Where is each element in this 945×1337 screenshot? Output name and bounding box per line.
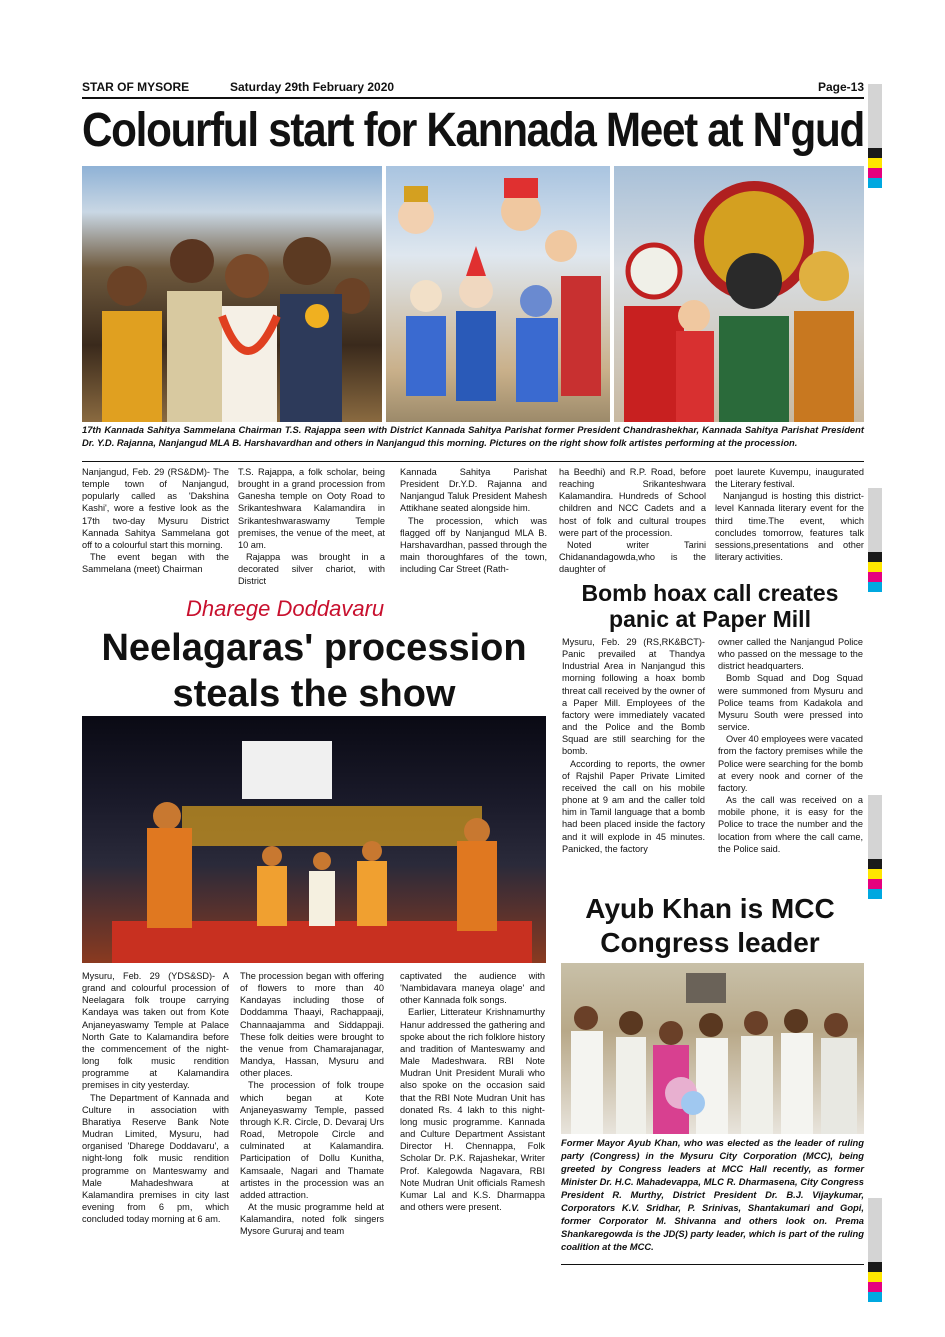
paragraph: The procession, which was flagged off by Nanjangud MLA B. Harshavardhan, passed through the main thoroughfares of the town, including Car Street (Rath-: [400, 515, 547, 575]
paragraph: Rajappa was brought in a decorated silver chariot, with District: [238, 552, 385, 587]
issue-date: Saturday 29th February 2020: [230, 80, 395, 94]
paragraph: Nanjangud is hosting this district-level Kannada literary event for the third time.The event, which concludes tomorrow, features talk sessions,presentations and other literary activities.: [715, 491, 864, 563]
photo-dignitaries: [82, 166, 382, 422]
paragraph: Nanjangud, Feb. 29 (RS&DM)- The temple town of Nanjangud, popularly called as 'Dakshina Kashi', wore a festive look as the 17th two-day Mysuru District Kannada Sahitya Sammelana got off to a colourful start this morning.: [82, 467, 229, 550]
margin-bar-top: [868, 84, 882, 148]
margin-bar-bottom: [868, 1198, 882, 1262]
story-headline: [556, 892, 864, 960]
headline-line: Neelagaras' procession: [101, 627, 527, 669]
headline-line: steals the show: [172, 673, 456, 715]
paragraph: Over 40 employees were vacated from the factory premises while the Police were searching for the bomb at every nook and corner of the factory.: [718, 734, 863, 793]
story-kicker: Dharege Doddavaru: [186, 596, 385, 621]
story2-column-3: [400, 970, 545, 1213]
story-headline: [556, 580, 864, 632]
story2-column-2: [240, 970, 384, 1237]
headline-line: panic at Paper Mill: [609, 606, 811, 632]
mcc-photo-caption: Former Mayor Ayub Khan, who was elected as the leader of ruling party (Congress) in the Mysuru City Corporation (MCC), being greeted by Congress leaders at MCC Hall recently, as former Minister Dr. H.C. Mahadevappa, MLC R. Dharmasena, City Congress President R. Murthy, District President Dr. B.J. Vijaykumar, Corporators K.V. Sridhar, P. Srinivas, Shantakumari and Gopi, former Corporator M. Shivanna and others look on. Prema Shankaregowda is the JD(S) party leader, which is part of the ruling coalition at the MCC.: [561, 1137, 864, 1252]
paragraph: Kannada Sahitya Parishat President Dr.Y.D. Rajanna and Nanjangud Taluk President Mahesh Attikhane seated alongside him.: [400, 467, 547, 514]
lead-story-column-5: [715, 466, 864, 563]
paragraph: T.S. Rajappa, a folk scholar, being brought in a grand procession from Ganesha temple on Ooty Road to Srikanteshwara Kalamandira in Srikanteshwaraswamy Temple premises, the venue of the meet, at 10 am.: [238, 467, 385, 550]
color-registration-mark: [868, 1262, 882, 1302]
photo-dignitaries-art: [82, 166, 382, 422]
story3-column-1: [562, 636, 705, 855]
publication-name: STAR OF MYSORE: [82, 80, 190, 94]
color-registration-mark: [868, 148, 882, 188]
page-number: Page-13: [817, 80, 864, 94]
caption-rule: [561, 1264, 864, 1265]
headline-line: Ayub Khan is MCC: [585, 893, 835, 924]
paragraph: poet laurete Kuvempu, inaugurated the Literary festival.: [715, 467, 864, 490]
caption-rule: [82, 461, 864, 462]
paragraph: captivated the audience with 'Nambidavara maneya olage' and other Kannada folk songs.: [400, 971, 545, 1006]
story2-column-1: [82, 970, 229, 1225]
lead-headline: Colourful start for Kannada Meet at N'gud: [82, 104, 864, 157]
photo-folk-dolls: [386, 166, 610, 422]
photo-stage-performance: [82, 716, 546, 963]
margin-bar-low: [868, 795, 882, 859]
color-registration-mark: [868, 859, 882, 899]
photo-folk-dolls-art: [386, 166, 610, 422]
story3-column-2: [718, 636, 863, 855]
margin-bar-mid: [868, 488, 882, 552]
lead-story-column-4: [559, 466, 706, 575]
photo-mcc-leaders: [561, 963, 864, 1134]
paragraph: As the call was received on a mobile phone, it is easy for the Police to trace the number and the location from where the call came, the Police said.: [718, 795, 863, 854]
color-registration-mark: [868, 552, 882, 592]
paragraph: Mysuru, Feb. 29 (RS,RK&BCT)- Panic prevailed at Thandya Industrial Area in Nanjangud this morning following a hoax bomb threat call received by the owner of a Paper Mill. Employees of the factory were immediately vacated and the Police and the Bomb Squad are still searching for the bomb.: [562, 637, 705, 757]
paragraph: Earlier, Litterateur Krishnamurthy Hanur addressed the gathering and spoke about the rich folklore history and tradition of Manteswamy and Male Madeshwara. RBI Note Mudran Unit President Murali who also spoke on the occasion said that the RBI Note Mudran Unit has donated Rs. 4 lakh to this night-long music programme. Kannada and Culture Department Assistant Director H. Chennappa, Folk Scholar Dr. P.K. Rajashekar, Writer Prof. Kalegowda Nagavara, RBI Note Mudran Unit officials Ramesh Kumar Lal and K.S. Dharmappa and others were present.: [400, 1007, 545, 1212]
paragraph: Noted writer Tarini Chidanandagowda,who is the daughter of: [559, 539, 706, 575]
headline-line: Bomb hoax call creates: [581, 580, 839, 606]
lead-story-column-3: [400, 466, 547, 575]
lead-story-column-2: [238, 466, 385, 588]
headline-line: Congress leader: [600, 927, 820, 958]
paragraph: The procession of folk troupe which began at Kote Anjaneyaswamy Temple, passed through K.R. Circle, D. Devaraj Urs Road, Metropole Circle and culminated at Kalamandira. Participation of Dollu Kunitha, Kamsaale, Nagari and Thamate artistes in the procession was an added attraction.: [240, 1080, 384, 1200]
masthead: [82, 80, 864, 97]
paragraph: owner called the Nanjangud Police who passed on the message to the district headquarters.: [718, 637, 863, 672]
photo-yakshagana: [614, 166, 864, 422]
lead-photo-caption: 17th Kannada Sahitya Sammelana Chairman T.S. Rajappa seen with District Kannada Sahitya Parishat former President Chandrashekhar, Kannada Sahitya Parishat President Dr. Y.D. Rajanna, Nanjangud MLA B. Harshavardhan and others in Nanjangud this morning. Pictures on the right show folk artistes performing at the procession.: [82, 424, 864, 448]
paragraph: The event began with the Sammelana (meet) Chairman: [82, 552, 229, 575]
paragraph: At the music programme held at Kalamandira, noted folk singers Mysore Gururaj and team: [240, 1201, 384, 1237]
paragraph: According to reports, the owner of Rajshil Paper Private Limited received the call on his mobile phone at 9 am and the caller told him in Tamil language that a bomb had been placed inside the factory and it will explode in 45 minutes. Panicked, the factory: [562, 758, 705, 854]
photo-mcc-art: [561, 963, 864, 1134]
lead-story-column-1: [82, 466, 229, 575]
paragraph: The procession began with offering of flowers to more than 40 Kandayas including those of Doddamma Thaayi, Rachappaaji, Channaajamma and Siddappaji. These folk deities were brought to the venue from Chamarajanagar, Mandya, Hassan, Mysuru and other places.: [240, 971, 384, 1079]
paragraph: Bomb Squad and Dog Squad were summoned from Mysuru and Police teams from Kadakola and Mysuru South were pressed into service.: [718, 673, 863, 733]
paragraph: ha Beedhi) and R.P. Road, before reaching Srikanteshwara Kalamandira. Hundreds of School children and NCC Cadets and a host of folk and cultural troupes were part of the procession.: [559, 467, 706, 538]
paragraph: The Department of Kannada and Culture in association with Bharatiya Reserve Bank Note Mudran Limited, Mysuru, had organised 'Dharege Doddavaru', a night-long folk music rendition programme on Manteswamy and Male Mahadeshwara at Kalamandira premises in city last evening from 6 pm, which concluded today morning at 6 am.: [82, 1092, 229, 1225]
photo-stage-art: [82, 716, 546, 963]
masthead-rule: [82, 97, 864, 99]
paragraph: Mysuru, Feb. 29 (YDS&SD)- A grand and colourful procession of Neelagara folk troupe carrying Kandaya was taken out from Kote Anjaneyaswamy Temple at Palace North Gate to Kalamandira before the commencement of the night-long folk music rendition programme at Kalamandira premises in city yesterday.: [82, 971, 229, 1091]
photo-yakshagana-art: [614, 166, 864, 422]
story-headline: [82, 625, 546, 717]
